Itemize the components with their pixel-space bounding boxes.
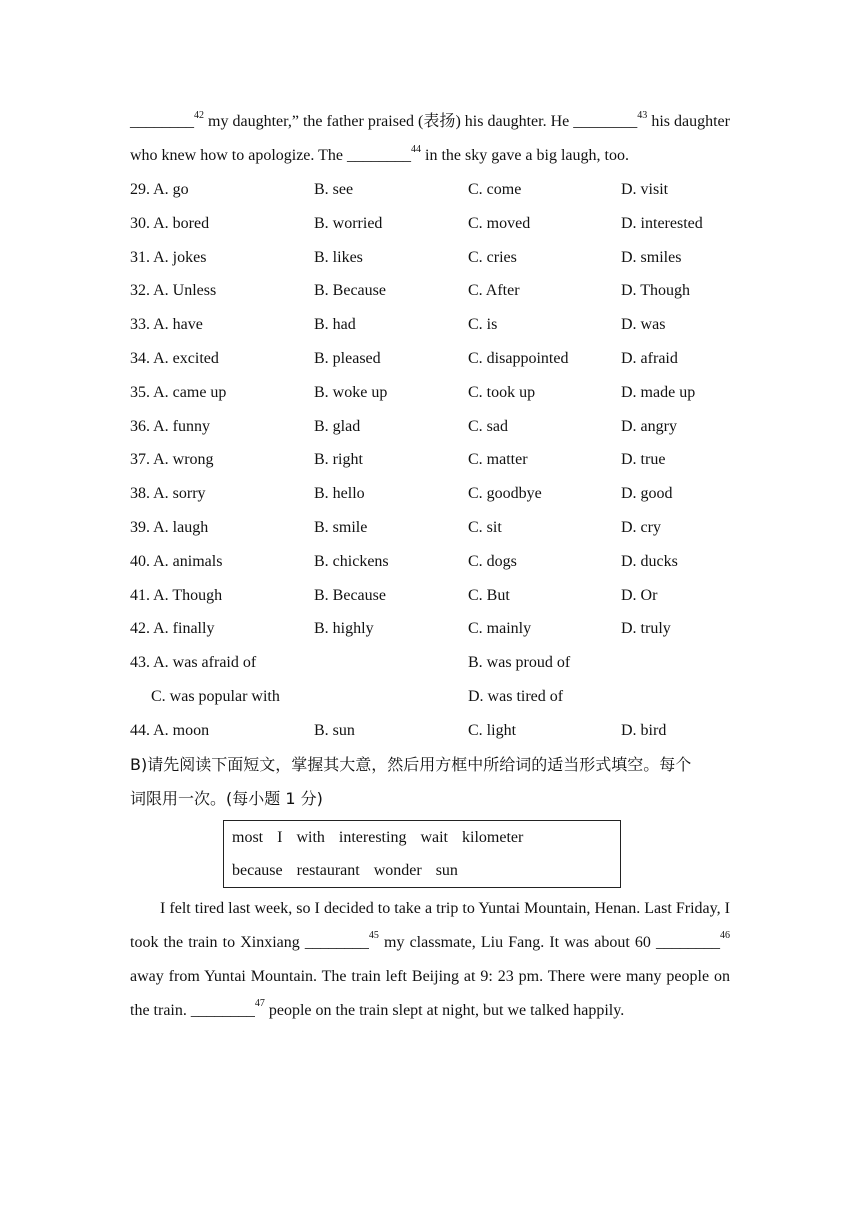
option-d: D. true — [621, 451, 666, 469]
question-row — [130, 443, 730, 477]
blank-number-45: 45 — [368, 930, 379, 942]
option-a: 33. A. have — [130, 316, 203, 334]
option-c: C. was popular with — [151, 687, 280, 705]
option-c: C. light — [468, 721, 517, 739]
question-row — [130, 241, 730, 275]
question-row — [130, 410, 730, 444]
option-c: C. matter — [468, 451, 528, 469]
option-a: 31. A. jokes — [130, 248, 207, 266]
blank-44: ________ — [347, 147, 411, 164]
option-b: B. see — [314, 181, 354, 198]
option-a: 37. A. wrong — [130, 451, 214, 469]
option-c: C. But — [468, 586, 510, 604]
option-a: 39. A. laugh — [130, 518, 209, 536]
passage-paragraph — [130, 892, 730, 1028]
option-d: D. Or — [621, 586, 658, 604]
option-b: B. highly — [314, 620, 374, 638]
question-row — [130, 612, 730, 646]
option-c: C. goodbye — [468, 485, 542, 503]
section-b-instructions — [130, 748, 730, 816]
blank-46: ________ — [656, 933, 720, 951]
blank-42: ________ — [130, 113, 194, 130]
blank-number-43: 43 — [637, 109, 648, 121]
question-row — [130, 545, 730, 579]
option-d: D. bird — [621, 721, 667, 739]
option-b: B. had — [314, 316, 356, 334]
option-b: B. right — [314, 451, 363, 469]
question-row-43-line2 — [130, 680, 730, 714]
option-c: C. moved — [468, 214, 531, 232]
question-row-44 — [130, 714, 730, 748]
option-d: D. was tired of — [468, 687, 564, 705]
option-c: C. mainly — [468, 620, 532, 638]
option-b: B. chickens — [314, 552, 389, 570]
option-c: C. come — [468, 181, 522, 198]
option-b: B. glad — [314, 417, 361, 435]
option-a: 41. A. Though — [130, 586, 223, 604]
option-d: D. Though — [621, 282, 691, 300]
option-a: 38. A. sorry — [130, 485, 206, 503]
option-c: C. is — [468, 316, 498, 334]
option-a: 34. A. excited — [130, 349, 219, 367]
word-box-row-2 — [232, 854, 472, 887]
option-b: B. hello — [314, 485, 365, 503]
word-item: because — [232, 861, 283, 879]
word-item: interesting — [338, 828, 407, 846]
question-row — [130, 477, 730, 511]
exam-page — [130, 105, 730, 1028]
intro-text-c: in the sky gave a big laugh, too. — [421, 147, 629, 164]
option-c: C. dogs — [468, 552, 517, 570]
word-item: kilometer — [462, 828, 524, 846]
intro-text-b: his daughter who knew how to apologize. The — [130, 113, 730, 164]
option-d: D. smiles — [621, 248, 682, 266]
option-a: 42. A. finally — [130, 620, 215, 638]
option-b: B. worried — [314, 214, 383, 232]
word-item: sun — [435, 861, 458, 879]
option-d: D. good — [621, 485, 673, 503]
option-c: C. sad — [468, 417, 508, 435]
option-a: 32. A. Unless — [130, 282, 217, 300]
option-a: 44. A. moon — [130, 721, 210, 739]
option-d: D. truly — [621, 620, 671, 638]
option-b: B. likes — [314, 248, 363, 266]
question-row — [130, 308, 730, 342]
option-d: D. afraid — [621, 349, 678, 367]
question-row — [130, 173, 730, 207]
question-list — [130, 173, 730, 748]
blank-number-47: 47 — [254, 998, 265, 1010]
option-d: D. cry — [621, 518, 661, 536]
passage-text-1: I felt tired last week, so I decided to take a trip to Yuntai Mountain, Henan. Last Friday, I took the train to Xinxiang — [130, 899, 730, 951]
question-row — [130, 274, 730, 308]
word-item: wonder — [373, 861, 422, 879]
option-c: C. took up — [468, 383, 536, 401]
blank-number-42: 42 — [194, 109, 204, 121]
word-item: I — [277, 828, 283, 846]
option-d: D. ducks — [621, 552, 678, 570]
passage-text-2: my classmate, Liu Fang. It was about 60 — [378, 933, 656, 951]
option-a: 35. A. came up — [130, 383, 227, 401]
question-row — [130, 207, 730, 241]
option-d: D. visit — [621, 181, 669, 198]
blank-number-46: 46 — [720, 930, 730, 942]
option-c: C. disappointed — [468, 349, 569, 367]
option-c: C. sit — [468, 518, 502, 536]
option-d: D. was — [621, 316, 666, 334]
passage-text-4: people on the train slept at night, but we talked happily. — [264, 1001, 625, 1019]
word-item: with — [296, 828, 325, 846]
option-d: D. interested — [621, 214, 703, 232]
blank-number-44: 44 — [411, 143, 421, 155]
option-c: C. After — [468, 282, 520, 300]
option-b: B. pleased — [314, 349, 381, 367]
question-row — [130, 342, 730, 376]
option-b: B. woke up — [314, 383, 388, 401]
question-row — [130, 511, 730, 545]
blank-43: ________ — [573, 113, 638, 130]
option-c: C. cries — [468, 248, 517, 266]
option-a: 43. A. was afraid of — [130, 654, 257, 672]
question-row — [130, 579, 730, 613]
option-a: 29. A. go — [130, 181, 189, 198]
intro-paragraph — [130, 105, 730, 173]
option-d: D. angry — [621, 417, 677, 435]
passage-text-3: away from Yuntai Mountain. The train left Beijing at 9: 23 pm. There were many people on the train. — [130, 967, 730, 1019]
option-a: 40. A. animals — [130, 552, 223, 570]
section-b-title-line2: 词限用一次。(每小题 1 分) — [130, 788, 323, 808]
section-b-title-line1: B)请先阅读下面短文，掌握其大意，然后用方框中所给词的适当形式填空。每个 — [130, 754, 692, 774]
word-item: restaurant — [296, 861, 360, 879]
option-a: 36. A. funny — [130, 417, 210, 435]
word-item: most — [232, 828, 264, 846]
option-b: B. Because — [314, 282, 386, 300]
option-b: B. Because — [314, 586, 386, 604]
blank-47: ________ — [190, 1001, 255, 1019]
intro-text-a: my daughter,” the father praised (表扬) his daughter. He — [204, 113, 574, 130]
word-box — [223, 820, 621, 888]
word-item: wait — [420, 828, 448, 846]
option-b: B. sun — [314, 721, 355, 739]
question-row-43-line1 — [130, 646, 730, 680]
option-d: D. made up — [621, 383, 696, 401]
option-b: B. smile — [314, 518, 368, 536]
option-b: B. was proud of — [468, 654, 571, 672]
word-box-row-1 — [232, 821, 537, 854]
question-row — [130, 376, 730, 410]
option-a: 30. A. bored — [130, 214, 210, 232]
blank-45: ________ — [304, 933, 369, 951]
